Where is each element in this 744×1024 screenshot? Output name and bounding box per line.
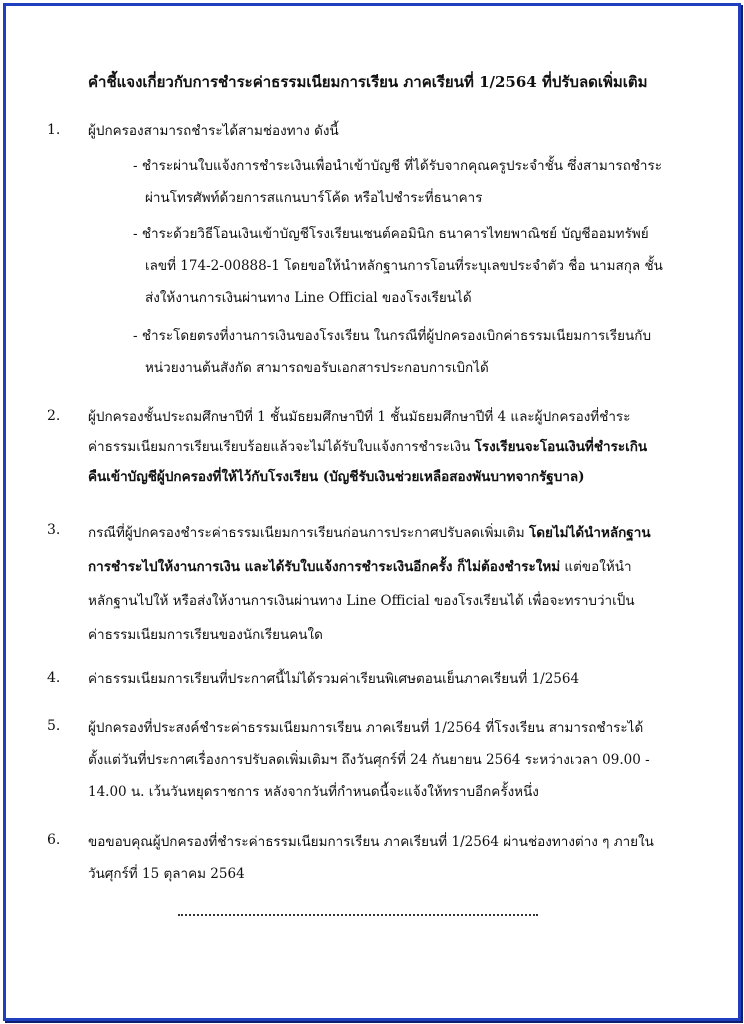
emphasis-text: โรงเรียนจะโอนเงินที่ชำระเกิน [474, 439, 648, 455]
item-lead: ผู้ปกครองสามารถชำระได้สามช่องทาง ดังนี้ [88, 123, 339, 139]
item-body: กรณีที่ผู้ปกครองชำระค่าธรรมเนียมการเรียนก่อนการประกาศปรับลดเพิ่มเติม โดยไม่ได้นำหลักฐาน การชำระไปให้งานการเงิน และได้รับใบแจ้งการชำระเงินอีกครั้ง ก็ไม่ต้องชำระใหม่ แต่ขอให้นำ หลักฐานไปให้ หรือส่งให้งานการเงินผ่านทาง Line Official ของโรงเรียนได้ เพื่อจะทราบว่าเป็น ค่าธรรมเนียมการเรียนของนักเรียนคนใด [88, 525, 651, 643]
emphasis-text: การชำระไปให้งานการเงิน และได้รับใบแจ้งการชำระเงินอีกครั้ง ก็ไม่ต้องชำระใหม่ [88, 559, 561, 575]
emphasis-text: โดยไม่ได้นำหลักฐาน [528, 525, 651, 541]
sub-item-1-1: - ชำระผ่านใบแจ้งการชำระเงินเพื่อนำเข้าบัญชี ที่ได้รับจากคุณครูประจำชั้น ซึ่งสามารถชำระ ผ่านโทรศัพท์ด้วยการสแกนบาร์โค้ด หรือไปชำระที่ธนาคาร [133, 158, 662, 206]
item-number: 3. [47, 522, 61, 538]
item-number: 1. [47, 122, 61, 138]
item-number: 4. [47, 670, 61, 686]
item-number: 2. [47, 408, 61, 424]
sub-item-1-2: - ชำระด้วยวิธีโอนเงินเข้าบัญชีโรงเรียนเซนต์คอมินิก ธนาคารไทยพาณิชย์ บัญชีออมทรัพย์ เลขที่ 174-2-00888-1 โดยขอให้นำหลักฐานการโอนที่ระบุเลขประจำตัว ชื่อ นามสกุล ชั้น ส่งให้งานการเงินผ่านทาง Line Official ของโรงเรียนได้ [133, 226, 663, 306]
emphasis-text: คืนเข้าบัญชีผู้ปกครองที่ให้ไว้กับโรงเรียน (บัญชีรับเงินช่วยเหลือสองพันบาทจากรัฐบาล) [88, 469, 585, 485]
sub-item-1-3: - ชำระโดยตรงที่งานการเงินของโรงเรียน ในกรณีที่ผู้ปกครองเบิกค่าธรรมเนียมการเรียนกับ หน่วยงานต้นสังกัด สามารถขอรับเอกสารประกอบการเบิกได้ [133, 328, 652, 376]
item-number: 5. [47, 718, 61, 734]
item-number: 6. [47, 832, 61, 848]
dotted-divider [178, 906, 538, 916]
document-title: คำชี้แจงเกี่ยวกับการชำระค่าธรรมเนียมการเรียน ภาคเรียนที่ 1/2564 ที่ปรับลดเพิ่มเติม [88, 73, 648, 91]
item-body: ค่าธรรมเนียมการเรียนที่ประกาศนี้ไม่ได้รวมค่าเรียนพิเศษตอนเย็นภาคเรียนที่ 1/2564 [88, 671, 580, 687]
item-body: ผู้ปกครองที่ประสงค์ชำระค่าธรรมเนียมการเรียน ภาคเรียนที่ 1/2564 ที่โรงเรียน สามารถชำระได้ ตั้งแต่วันที่ประกาศเรื่องการปรับลดเพิ่มเติมฯ ถึงวันศุกร์ที่ 24 กันยายน 2564 ระหว่างเวลา 09.00 - 14.00 น. เว้นวันหยุดราชการ หลังจากวันที่กำหนดนี้จะแจ้งให้ทราบอีกครั้งหนึ่ง [88, 720, 650, 800]
item-body: ขอขอบคุณผู้ปกครองที่ชำระค่าธรรมเนียมการเรียน ภาคเรียนที่ 1/2564 ผ่านช่องทางต่าง ๆ ภายใน วันศุกร์ที่ 15 ตุลาคม 2564 [88, 834, 654, 882]
item-body: ผู้ปกครองชั้นประถมศึกษาปีที่ 1 ชั้นมัธยมศึกษาปีที่ 1 ชั้นมัธยมศึกษาปีที่ 4 และผู้ปกครองที่ชำระ ค่าธรรมเนียมการเรียนเรียบร้อยแล้วจะไม่ได้รับใบแจ้งการชำระเงิน โรงเรียนจะโอนเงินที่ชำระเกิน คืนเข้าบัญชีผู้ปกครองที่ให้ไว้กับโรงเรียน (บัญชีรับเงินช่วยเหลือสองพันบาทจากรัฐบาล) [88, 402, 680, 492]
